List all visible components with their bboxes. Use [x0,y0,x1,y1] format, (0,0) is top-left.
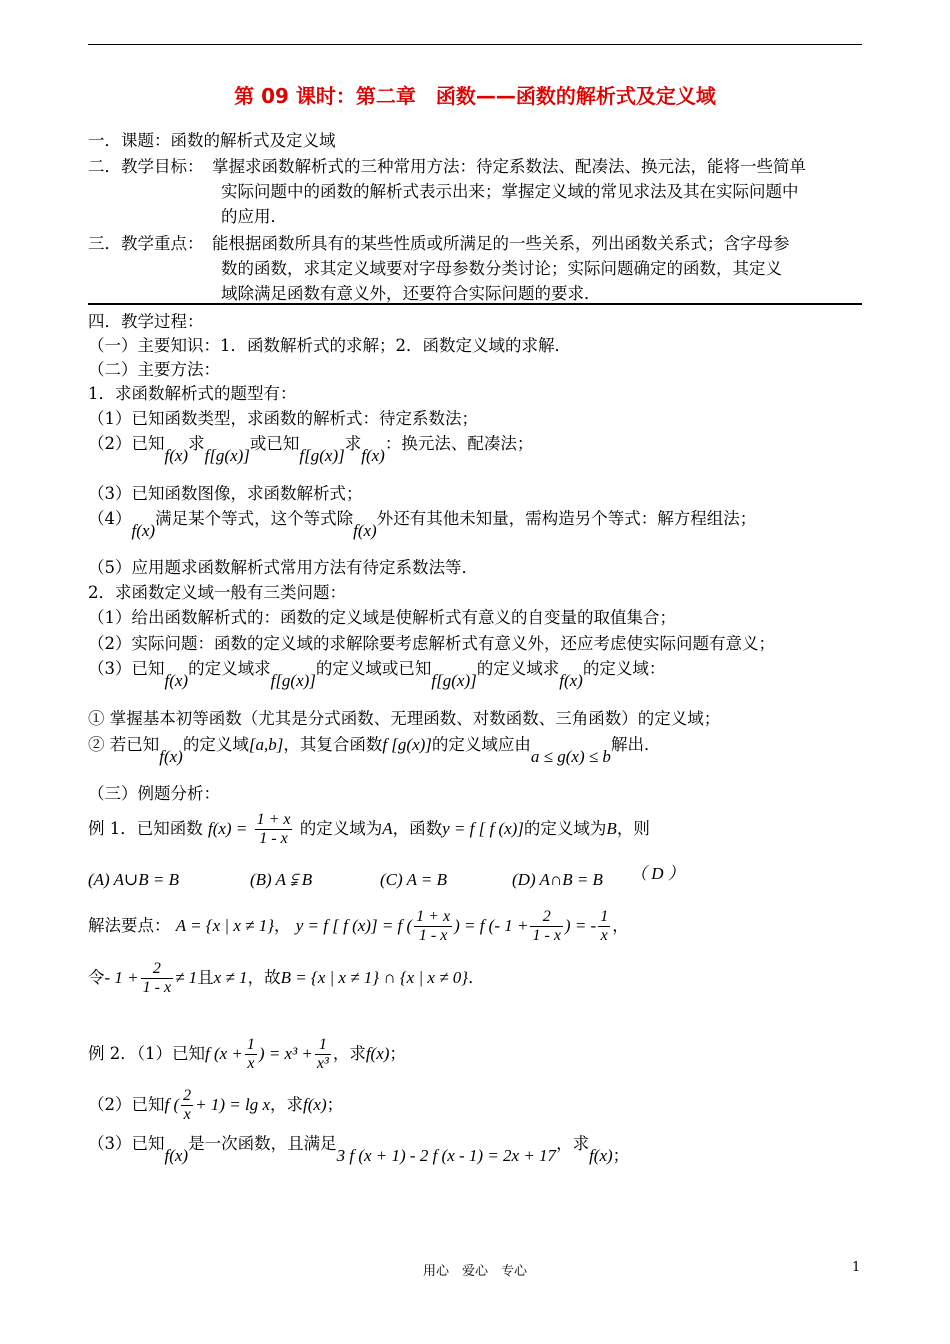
math-fx: f(x) [303,1095,327,1114]
denominator: 1 - x [532,927,561,944]
fraction [255,811,293,848]
method-1-item-3: （3）已知函数图像，求函数解析式； [88,484,363,503]
examples-heading: （三）例题分析： [88,784,220,803]
domain-note-1: ① 掌握基本初等函数（尤其是分式函数、无理函数、对数函数、三角函数）的定义域； [88,709,721,728]
text: 的定义域为 [299,819,383,838]
numerator: 1 + x [256,811,291,828]
text: ； [326,1095,344,1114]
fraction [530,908,562,945]
math-expr: f (x + [205,1044,243,1063]
top-rule [88,44,862,45]
text: 的定义域求 [188,659,271,678]
math-expr: y = f [ f (x)] = f ( [295,916,413,935]
page-title: 第 09 课时：第二章 函数——函数的解析式及定义域 [234,84,716,108]
example-2-part-2 [88,1085,343,1125]
example-1-option-a: (A) A∪B = B [88,870,180,889]
denominator: 1 - x [142,979,172,996]
main-methods: （二）主要方法： [88,360,220,379]
fraction [181,1087,193,1124]
math-set-b: B = {x | x ≠ 1} ∩ {x | x ≠ 0} [280,968,469,987]
method-2-item-1: （1）给出函数解析式的：函数的定义域是使解析式有意义的自变量的取值集合； [88,608,676,627]
set-a: A [382,819,393,838]
math-inequality: a ≤ g(x) ≤ b [530,747,611,766]
fraction [141,960,173,997]
text: 的定义域求 [476,659,560,678]
math-fx: f(x) [365,1044,390,1063]
math-fx: f(x) [589,1146,613,1165]
example-2-part-3 [88,1132,630,1165]
set-b: B [606,819,617,838]
math-expr: - 1 + [104,968,139,987]
text: ； [612,1146,630,1165]
method-2-item-2: （2）实际问题：函数的定义域的求解除要考虑解析式有意义外，还应考虑使实际问题有意义； [88,634,775,653]
numerator: 2 [141,960,173,979]
text: 是一次函数，且满足 [188,1134,337,1153]
text: 求 [344,434,362,453]
text: 满足某个等式，这个等式除 [155,509,354,528]
text: ，则 [616,819,650,838]
example-1-answer: （ D ） [630,864,685,883]
text: ② 若已知 [88,735,160,754]
numerator: 1 [315,1036,331,1055]
example-1-solution-2 [88,958,485,998]
math-fx: f(x) [131,521,156,540]
example-1-option-d: (D) A∩B = B [512,870,603,889]
text: ； [389,1044,406,1063]
math-fgx: f[g(x)] [204,446,250,465]
method-1-item-4 [88,507,757,540]
text: ，求 [270,1095,304,1114]
math-fgx: f[g(x)] [299,446,345,465]
numerator: 1 + x [416,908,451,925]
fraction [315,1036,331,1073]
intro-goal-line3: 的应用． [221,207,287,226]
text: 解出． [610,735,661,754]
math-composite: f [g(x)] [382,735,432,754]
text: 例 1．已知函数 [88,819,203,838]
page-number: 1 [852,1260,861,1275]
fraction [598,908,610,945]
text: 求 [188,434,205,453]
method-1-item-1: （1）已知函数类型，求函数的解析式：待定系数法； [88,409,478,428]
denominator: x [247,1055,255,1072]
text: 令 [88,968,105,987]
intro-focus-line1: 能根据函数所具有的某些性质或所满足的一些关系，列出函数关系式；含字母参 [212,234,790,253]
denominator: x³ [316,1055,329,1072]
example-1-option-c: (C) A = B [380,870,448,889]
main-knowledge: （一）主要知识：1．函数解析式的求解；2．函数定义域的求解． [88,336,571,355]
denominator: x [600,927,608,944]
method-2-heading: 2．求函数定义域一般有三类问题： [88,583,346,602]
numerator: 2 [183,1087,192,1104]
math-set-a: A = {x | x ≠ 1} [175,916,274,935]
math-interval: [a,b] [248,735,284,754]
math-expr: ) = x³ + [258,1044,313,1063]
text: 的定义域或已知 [315,659,432,678]
math-expr: f ( [164,1095,180,1114]
intro-focus-line2: 数的函数，求其定义域要对字母参数分类讨论；实际问题确定的函数，其定义 [221,259,782,278]
text: ，求 [556,1134,590,1153]
text: 或已知 [249,434,300,453]
math-fgx: f[g(x)] [431,671,477,690]
numerator: 1 [600,908,609,925]
intro-focus-line3: 域除满足函数有意义外，还要符合实际问题的要求． [221,284,601,303]
text: 且 [197,968,214,987]
section-rule [88,303,862,305]
math-equation: 3 f (x + 1) - 2 f (x - 1) = 2x + 17 [336,1146,557,1165]
text: 的定义域 [182,735,249,754]
math-fgx: f[g(x)] [270,671,316,690]
math-fx: f(x) [353,521,377,540]
text: 的定义域为 [523,819,607,838]
fraction [414,908,452,945]
intro-goal-line2: 实际问题中的函数的解析式表示出来；掌握定义域的常见求法及其在实际问题中 [221,182,799,201]
example-1-question [88,809,650,849]
text: ：换元法、配凑法； [384,434,534,453]
intro-focus-label: 三．教学重点： [88,234,204,253]
example-1-option-b: (B) A ⫋ B [250,870,313,889]
math-composite: y = f [ f (x)] [442,819,524,838]
text: ，求 [332,1044,366,1063]
intro-goal-label: 二．教学目标： [88,157,204,176]
math-expr: ≠ 1 [175,968,198,987]
numerator: 1 [246,1036,255,1053]
math-fx: f(x) [361,446,385,465]
method-1-item-5: （5）应用题求函数解析式常用方法有待定系数法等． [88,558,478,577]
footer-motto: 用心 爱心 专心 [422,1264,527,1279]
denominator: 1 - x [418,927,448,944]
denominator: x [183,1106,191,1123]
method-1-item-2 [88,432,534,465]
text: （3）已知 [88,659,165,678]
text: ，其复合函数 [283,735,383,754]
math-expr: + 1) = lg x [195,1095,271,1114]
fraction [245,1036,257,1073]
text: 解法要点： [88,916,171,935]
text: ，函数 [392,819,443,838]
intro-topic: 一．课题：函数的解析式及定义域 [88,131,336,150]
math-fx: f(x) [164,671,189,690]
math-fx-eq: f(x) = [208,819,248,838]
math-fx: f(x) [164,1146,189,1165]
text: （2）已知 [88,434,165,453]
method-2-item-3 [88,657,666,690]
numerator: 2 [530,908,562,927]
text: 的定义域： [582,659,666,678]
example-1-solution: 解法要点： A = {x | x ≠ 1}， y = f [ f (x)] = f ( $\frac{1 + x}{1 - x}$ ) = f (- 1 + $\frac{2}{1 - x}$ ) = - $\frac{1}{x}$ ， [88,908,629,944]
math-fx: f(x) [559,671,583,690]
text: （2）已知 [88,1095,165,1114]
text: ． [468,968,485,987]
method-1-heading: 1．求函数解析式的题型有： [88,384,297,403]
text: ，故 [247,968,281,987]
intro-goal-line1: 掌握求函数解析式的三种常用方法：待定系数法、配凑法、换元法，能将一些简单 [212,157,806,176]
example-2-part-1 [88,1034,406,1074]
process-heading: 四．教学过程： [88,312,204,331]
text: （4） [88,509,132,528]
text: （3）已知 [88,1134,165,1153]
math-expr: ) = f (- 1 + [454,916,529,935]
math-fx: f(x) [159,747,183,766]
denominator: 1 - x [259,830,288,847]
domain-note-2 [88,733,661,766]
math-expr: ) = - [564,916,597,935]
text: 的定义域应由 [431,735,531,754]
math-expr: x ≠ 1 [213,968,248,987]
math-fx: f(x) [164,446,189,465]
text: 外还有其他未知量，需构造另个等式：解方程组法； [376,509,757,528]
text: 例 2．（1）已知 [88,1044,205,1063]
